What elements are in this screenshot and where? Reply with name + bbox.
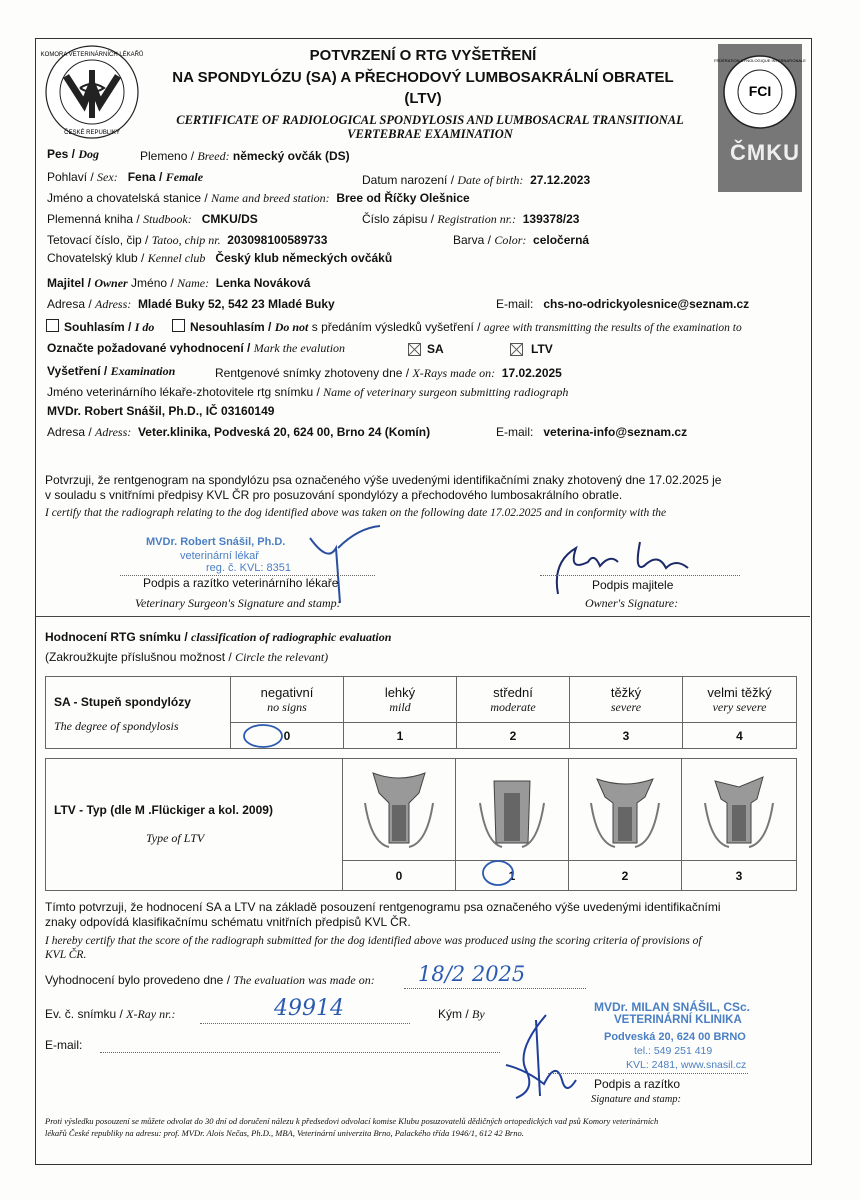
owner-email-label: E-mail: (496, 297, 534, 311)
classification-sub-row (45, 650, 328, 665)
sa-grade-1-cz: lehký (384, 684, 416, 700)
disagree-row (190, 320, 742, 335)
owner-address-label: Adresa / (47, 297, 92, 311)
vet-sign-label-en: Veterinary Surgeon's Signature and stamp: (135, 596, 341, 610)
clinic-sign-label-en: Signature and stamp: (591, 1094, 682, 1105)
vet-address-label-en: Adress: (95, 425, 132, 439)
ltv-checkbox-label: LTV (531, 342, 553, 356)
by-label: Kým / (438, 1007, 469, 1021)
classification-heading-row (45, 630, 391, 645)
vet-label: Jméno veterinárního lékaře-zhotovitele rtg snímku / (47, 385, 320, 399)
breed-label: Plemeno / (140, 149, 195, 163)
disagree-label: Nesouhlasím / (190, 320, 272, 334)
by-row (438, 1007, 485, 1022)
sa-grade-3-value[interactable]: 3 (570, 723, 683, 749)
sa-grade-1-head (344, 677, 457, 723)
eval-request-row (47, 341, 345, 356)
xray-label-en: X-Ray nr.: (126, 1007, 176, 1021)
chip-label: Tetovací číslo, čip / (47, 233, 149, 247)
dob-label: Datum narození / (362, 173, 455, 187)
reg-label: Číslo zápisu / (362, 212, 435, 226)
sa-checkbox[interactable] (408, 343, 421, 356)
vet-stamp-line2: veterinární lékař (180, 550, 259, 562)
sa-grade-0-value[interactable]: 0 (231, 723, 344, 749)
owner-row (47, 276, 310, 291)
owner-label-en: Owner (94, 276, 128, 290)
dog-label: Pes / (47, 147, 76, 161)
final-en2: KVL ČR. (45, 949, 87, 961)
sa-label-en: The degree of spondylosis (54, 719, 179, 733)
certify-cz2: v souladu s vnitřními předpisy KVL ČR pro posuzování spondylózy a přechodového lumbosakrálního obratle. (45, 488, 623, 502)
club-value: Český klub německých ovčáků (215, 251, 393, 265)
final-email-label: E-mail: (45, 1038, 83, 1052)
xray-value[interactable]: 49914 (274, 996, 344, 1021)
ltv-label-cell (46, 759, 343, 891)
fci-ring-text: FÉDÉRATION CYNOLOGIQUE INTERNATIONALE (714, 58, 806, 63)
consent-text: s předáním výsledků vyšetření / (311, 320, 481, 334)
sa-grade-1-en: mild (389, 699, 411, 714)
dob-value: 27.12.2023 (530, 173, 591, 187)
clinic-sign-label: Podpis a razítko (594, 1077, 681, 1091)
agree-checkbox[interactable] (46, 319, 59, 332)
breed-row (140, 149, 350, 164)
breed-value: německý ovčák (DS) (232, 149, 350, 163)
owner-address-row (47, 297, 335, 312)
studbook-label: Plemenná kniha / (47, 212, 140, 226)
owner-name-value: Lenka Nováková (215, 276, 311, 290)
sa-grade-2-en: moderate (490, 699, 536, 714)
ltv-type-3-image (682, 759, 797, 861)
eval-request-label-en: Mark the evalution (253, 341, 346, 355)
sex-value: Fena / (127, 170, 163, 184)
ltv-type-3-value[interactable]: 3 (682, 861, 797, 891)
sa-grade-0-cz: negativní (260, 684, 314, 700)
title-line1: POTVRZENÍ O RTG VYŠETŘENÍ (309, 47, 537, 64)
disagree-checkbox[interactable] (172, 319, 185, 332)
owner-address-label-en: Adress: (95, 297, 132, 311)
classification-sub: (Zakroužkujte příslušnou možnost / (45, 650, 232, 664)
exam-date-label-en: X-Rays made on: (412, 366, 496, 380)
fci-text: FCI (748, 83, 772, 99)
vet-stamp-line1: MVDr. Robert Snášil, Ph.D. (146, 536, 286, 548)
clinic-stamp-line5: KVL: 2481, www.snasil.cz (626, 1059, 747, 1071)
xray-line (200, 1023, 410, 1024)
club-label: Chovatelský klub / (47, 251, 145, 265)
vet-label-en: Name of veterinary surgeon submitting radiograph (323, 385, 569, 399)
clinic-stamp-line2: VETERINÁRNÍ KLINIKA (614, 1014, 742, 1026)
vet-sign-label: Podpis a razítko veterinárního lékaře (143, 576, 339, 590)
sa-grade-2-value[interactable]: 2 (457, 723, 570, 749)
kvl-bottom-text: ČESKÉ REPUBLIKY (64, 130, 120, 136)
studbook-value: CMKU/DS (201, 212, 258, 226)
ltv-type-2-value[interactable]: 2 (569, 861, 682, 891)
reg-value: 139378/23 (522, 212, 580, 226)
name-row (47, 191, 470, 206)
consent-row (64, 320, 154, 335)
ltv-type-0-icon (359, 763, 439, 853)
sex-value-en: Female (165, 170, 204, 184)
exam-label: Vyšetření / (47, 364, 108, 378)
owner-label: Majitel / (47, 276, 92, 290)
reg-row (362, 212, 579, 227)
owner-sign-label: Podpis majitele (592, 578, 674, 592)
final-en1: I hereby certify that the score of the radiograph submitted for the dog identified above was produced using the scoring criteria of provisions of (45, 935, 702, 947)
owner-name-label-en: Name: (177, 276, 210, 290)
exam-date-row (215, 366, 562, 381)
owner-signature-line (540, 575, 740, 576)
exam-date-value: 17.02.2025 (501, 366, 562, 380)
chip-label-en: Tatoo, chip nr. (151, 233, 221, 247)
dob-label-en: Date of birth: (457, 173, 524, 187)
studbook-label-en: Studbook: (143, 212, 192, 226)
clinic-stamp-line4: tel.: 549 251 419 (634, 1045, 713, 1057)
vet-address-value: Veter.klinika, Podveská 20, 624 00, Brno 24 (Komín) (137, 425, 431, 439)
sa-grade-4-en: very severe (712, 699, 767, 714)
title-en1: CERTIFICATE OF RADIOLOGICAL SPONDYLOSIS AND LUMBOSACRAL TRANSITIONAL (176, 113, 684, 127)
club-label-en: Kennel club (147, 251, 206, 265)
title-line2: NA SPONDYLÓZU (SA) A PŘECHODOVÝ LUMBOSAKRÁLNÍ OBRATEL (172, 69, 674, 86)
breed-label-en: Breed: (197, 149, 230, 163)
consent-text-en: agree with transmitting the results of the examination to (483, 322, 742, 334)
club-row (47, 251, 392, 266)
ltv-type-2-icon (585, 763, 665, 853)
studbook-row (47, 212, 258, 227)
ltv-checkbox[interactable] (510, 343, 523, 356)
ltv-label-en: Type of LTV (146, 831, 205, 845)
color-row (453, 233, 589, 248)
ltv-type-1-value[interactable]: 1 (456, 861, 569, 891)
final-email-line[interactable] (100, 1052, 500, 1053)
sa-grade-0-en: no signs (267, 699, 307, 714)
ltv-label: LTV - Typ (dle M .Flückiger a kol. 2009) (54, 803, 273, 817)
sa-grade-1-value[interactable]: 1 (344, 723, 457, 749)
agree-label-en: I do (134, 320, 155, 334)
eval-date-value[interactable]: 18/2 2025 (418, 962, 526, 986)
sa-grade-3-cz: těžký (610, 684, 642, 700)
vet-email-label: E-mail: (496, 425, 534, 439)
sex-row (47, 170, 203, 185)
vet-stamp-line3: reg. č. KVL: 8351 (206, 562, 291, 574)
sa-label: SA - Stupeň spondylózy (54, 695, 191, 709)
sa-selected-circle-icon (240, 722, 286, 750)
name-label: Jméno a chovatelská stanice / (47, 191, 208, 205)
sa-grade-2-cz: střední (493, 684, 533, 700)
name-label-en: Name and breed station: (211, 191, 330, 205)
certify-cz1: Potvrzuji, že rentgenogram na spondylózu psa označeného výše uvedenými identifikačními znaky zhotovený dne 17.02.2025 je (45, 473, 722, 487)
classification-sub-en: Circle the relevant) (235, 650, 329, 664)
dog-label-en: Dog (78, 147, 100, 161)
vet-label-row (47, 385, 568, 400)
sa-checkbox-label: SA (427, 342, 444, 356)
title-en2: VERTEBRAE EXAMINATION (347, 127, 513, 141)
dog-row (47, 147, 99, 162)
eval-request-label: Označte požadované vyhodnocení / (47, 341, 251, 355)
ltv-type-0-value[interactable]: 0 (343, 861, 456, 891)
sa-grade-3-head (570, 677, 683, 723)
owner-address-value: Mladé Buky 52, 542 23 Mladé Buky (137, 297, 335, 311)
ltv-type-2-image (569, 759, 682, 861)
eval-date-label: Vyhodnocení bylo provedeno dne / (45, 973, 231, 987)
kvl-top-text: KOMORA VETERINÁRNÍCH LÉKAŘŮ (40, 52, 144, 58)
chip-value: 203098100589733 (227, 233, 328, 247)
ltv-type-table (45, 758, 797, 891)
sex-label: Pohlaví / (47, 170, 94, 184)
sa-grade-4-cz: velmi těžký (707, 684, 772, 700)
owner-sign-label-en: Owner's Signature: (585, 596, 679, 610)
chip-row (47, 233, 327, 248)
by-label-en: By (472, 1007, 485, 1021)
xray-label: Ev. č. snímku / (45, 1007, 123, 1021)
exam-row (47, 364, 175, 379)
classification-heading-en: classification of radiographic evaluation (191, 630, 392, 644)
classification-heading: Hodnocení RTG snímku / (45, 630, 188, 644)
sa-grade-3-en: severe (610, 699, 642, 714)
agree-label: Souhlasím / (64, 320, 132, 334)
eval-date-row (45, 973, 375, 988)
eval-date-line (404, 988, 586, 989)
sa-grade-4-head (683, 677, 797, 723)
color-value: celočerná (533, 233, 590, 247)
color-label: Barva / (453, 233, 492, 247)
exam-date-label: Rentgenové snímky zhotoveny dne / (215, 366, 410, 380)
ltv-type-0-image (343, 759, 456, 861)
ltv-type-1-icon (472, 763, 552, 853)
color-label-en: Color: (494, 233, 527, 247)
footer-line1: Proti výsledku posouzení se můžete odvolat do 30 dní od doručení nálezu k předsedovi odvolací komise Klubu posuzovatelů dědičných ortopedických vad psů Komory veterinárních (45, 1116, 659, 1126)
name-value: Bree od Říčky Olešnice (336, 191, 470, 205)
final-cz2: znaky odpovídá klasifikačnímu schématu vnitřních předpisů KVL ČR. (45, 915, 411, 929)
owner-name-label: Jméno / (131, 276, 174, 290)
vet-email-row (496, 425, 687, 439)
title-line3: (LTV) (404, 90, 442, 107)
section-divider (36, 616, 810, 617)
sa-grade-2-head (457, 677, 570, 723)
eval-date-label-en: The evaluation was made on: (233, 973, 375, 987)
reg-label-en: Registration nr.: (437, 212, 517, 226)
clinic-signature-line (548, 1073, 748, 1074)
final-cz1: Tímto potvrzuji, že hodnocení SA a LTV na základě posouzení rentgenogramu psa označeného výše uvedenými identifikačními (45, 900, 721, 914)
vet-address-row (47, 425, 430, 440)
dob-row (362, 173, 590, 188)
ltv-type-1-image (456, 759, 569, 861)
vet-address-label: Adresa / (47, 425, 92, 439)
xray-row (45, 1007, 175, 1022)
cmku-logo-icon: ČMKU (730, 140, 800, 165)
sa-grade-table (45, 676, 797, 749)
owner-email-row (496, 297, 749, 311)
sa-grade-0-head (231, 677, 344, 723)
ltv-type-3-icon (699, 763, 779, 853)
clinic-stamp-line3: Podveská 20, 624 00 BRNO (604, 1031, 746, 1043)
owner-email-value: chs-no-odrickyolesnice@seznam.cz (543, 297, 750, 311)
sa-grade-4-value[interactable]: 4 (683, 723, 797, 749)
footer-line2: lékařů České republiky na adresu: prof. MVDr. Alois Nečas, Ph.D., MBA, Veterinární univerzita Brno, Palackého třída 1946/1, 612 42 Brno. (45, 1128, 524, 1138)
ltv-selected-circle-icon (478, 858, 518, 888)
exam-label-en: Examination (110, 364, 176, 378)
sex-label-en: Sex: (97, 170, 118, 184)
disagree-label-en: Do not (274, 320, 309, 334)
vet-signature-icon (298, 508, 398, 608)
sa-label-cell (46, 677, 231, 749)
vet-email-value: veterina-info@seznam.cz (543, 425, 688, 439)
clinic-signature-icon (496, 1010, 586, 1100)
vet-value: MVDr. Robert Snášil, Ph.D., IČ 03160149 (47, 404, 275, 418)
certify-en: I certify that the radiograph relating to the dog identified above was taken on the following date 17.02.2025 and in conformity with the (45, 507, 667, 519)
clinic-stamp-line1: MVDr. MILAN SNÁŠIL, CSc. (594, 1000, 751, 1014)
